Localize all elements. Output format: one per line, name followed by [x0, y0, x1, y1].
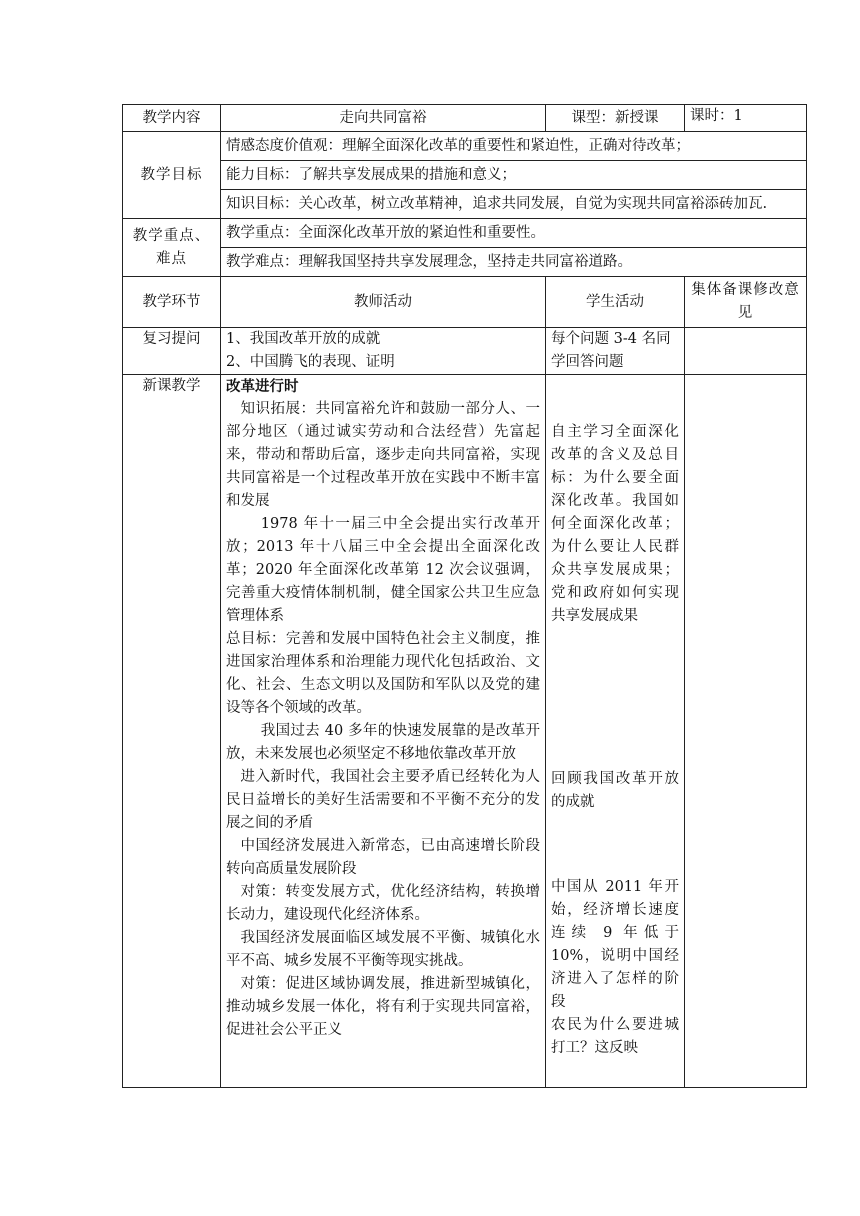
- goals-cell: [221, 132, 807, 219]
- teacher-paragraph: 总目标：完善和发展中国特色社会主义制度，推进国家治理体系和治理能力现代化包括政治、文化、社会、生态文明以及国防和军队以及党的建设等各个领域的改革。: [226, 631, 540, 716]
- keypoints-row: [123, 219, 807, 277]
- lesson-time: 课时：1: [685, 105, 807, 132]
- new-lesson-stage: 新课教学: [123, 375, 221, 1088]
- new-lesson-student: [546, 375, 685, 1088]
- content-label: 教学内容: [123, 105, 221, 132]
- teaching-focus: 教学重点：全面深化改革开放的紧迫性和重要性。: [221, 219, 806, 248]
- keypoints-label: 教学重点、难点: [123, 219, 221, 277]
- student-activity: 回顾我国改革开放的成就: [551, 771, 679, 810]
- col-student: 学生活动: [546, 277, 685, 328]
- teacher-paragraph: 中国经济发展进入新常态，已由高速增长阶段转向高质量发展阶段: [226, 838, 540, 877]
- review-item: 2、中国腾飞的表现、证明: [226, 354, 395, 370]
- teaching-difficulty: 教学难点：理解我国坚持共享发展理念，坚持走共同富裕道路。: [226, 254, 632, 270]
- goals-row: [123, 132, 807, 219]
- goal-emotion: 情感态度价值观：理解全面深化改革的重要性和紧迫性，正确对待改革；: [221, 132, 806, 161]
- review-student: 每个问题 3-4 名同学回答问题: [546, 328, 685, 375]
- review-row: [123, 328, 807, 375]
- col-teacher: 教师活动: [221, 277, 546, 328]
- review-stage: 复习提问: [123, 328, 221, 375]
- teacher-paragraph: 对策：转变发展方式，优化经济结构，转换增长动力，建设现代化经济体系。: [226, 884, 540, 923]
- new-lesson-teacher: [221, 375, 546, 1088]
- lesson-type: 课型：新授课: [546, 105, 685, 132]
- header-row: [123, 105, 807, 132]
- goals-label: 教学目标: [123, 132, 221, 219]
- teacher-paragraph: 我国经济发展面临区域发展不平衡、城镇化水平不高、城乡发展不平衡等现实挑战。: [226, 930, 540, 969]
- review-revision: [685, 328, 807, 375]
- student-activity: 农民为什么要进城打工？这反映: [551, 1017, 679, 1056]
- teacher-paragraph: 进入新时代，我国社会主要矛盾已经转化为人民日益增长的美好生活需要和不平衡不充分的发展之间的矛盾: [226, 769, 540, 831]
- section-heading: 改革进行时: [226, 378, 299, 395]
- keypoints-cell: [221, 219, 807, 277]
- review-item: 1、我国改革开放的成就: [226, 331, 381, 347]
- col-stage: 教学环节: [123, 277, 221, 328]
- new-lesson-revision: [685, 375, 807, 1088]
- teacher-paragraph: 1978 年十一届三中全会提出实行改革开放；2013 年十八届三中全会提出全面深化改革；2020 年全面深化改革第 12 次会议强调，完善重大疫情体制机制，健全国家公共卫生应急管理体系: [226, 516, 540, 624]
- student-activity: 自主学习全面深化改革的含义及总目标：为什么要全面深化改革。我国如何全面深化改革；为什么要让人民群众共享发展成果；党和政府如何实现共享发展成果: [551, 424, 679, 624]
- teacher-paragraph: 我国过去 40 多年的快速发展靠的是改革开放，未来发展也必须坚定不移地依靠改革开放: [226, 723, 540, 762]
- lesson-title: 走向共同富裕: [221, 105, 546, 132]
- goal-knowledge: 知识目标：关心改革，树立改革精神，追求共同发展，自觉为实现共同富裕添砖加瓦.: [226, 196, 768, 212]
- teacher-paragraph: 知识拓展：共同富裕允许和鼓励一部分人、一部分地区（通过诚实劳动和合法经营）先富起来，带动和帮助后富，逐步走向共同富裕，实现共同富裕是一个过程改革开放在实践中不断丰富和发展: [226, 401, 540, 509]
- new-lesson-row: [123, 375, 807, 1088]
- review-teacher: [221, 328, 546, 375]
- goal-ability: 能力目标：了解共享发展成果的措施和意义；: [221, 161, 806, 190]
- lesson-plan-table: [122, 104, 807, 1088]
- teacher-paragraph: 对策：促进区域协调发展，推进新型城镇化，推动城乡发展一体化，将有利于实现共同富裕，促进社会公平正义: [226, 976, 540, 1038]
- column-header-row: [123, 277, 807, 328]
- col-revision: 集体备课修改意见: [685, 277, 807, 328]
- student-activity: 中国从 2011 年开始，经济增长速度连续 9 年低于 10%，说明中国经济进入了怎样的阶段: [551, 879, 679, 1010]
